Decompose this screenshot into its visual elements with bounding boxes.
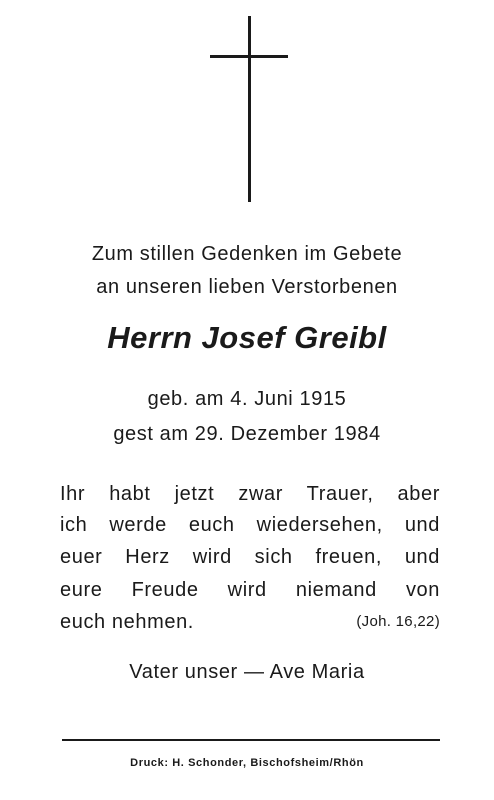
verse-reference: (Joh. 16,22) (356, 613, 440, 630)
verse-line: euer Herz wird sich freuen, und (60, 546, 440, 568)
verse-last-line (60, 611, 440, 634)
footer-divider (62, 739, 440, 741)
cross-vertical-bar (248, 16, 251, 202)
intro-line-1: Zum stillen Gedenken im Gebete (91, 243, 403, 265)
cross-horizontal-bar (210, 55, 288, 58)
deceased-name: Herrn Josef Greibl (107, 320, 387, 355)
printer-imprint: Druck: H. Schonder, Bischofsheim/Rhön (130, 757, 364, 769)
birth-date: geb. am 4. Juni 1915 (147, 388, 347, 410)
intro-line-2: an unseren lieben Verstorbenen (96, 276, 398, 298)
death-date: gest am 29. Dezember 1984 (113, 423, 381, 445)
verse-line: eure Freude wird niemand von (60, 579, 440, 601)
verse-line: Ihr habt jetzt zwar Trauer, aber (60, 483, 440, 505)
prayer-line: Vater unser — Ave Maria (129, 661, 365, 683)
verse-line: ich werde euch wiedersehen, und (60, 514, 440, 536)
verse-line: euch nehmen. (60, 611, 194, 633)
